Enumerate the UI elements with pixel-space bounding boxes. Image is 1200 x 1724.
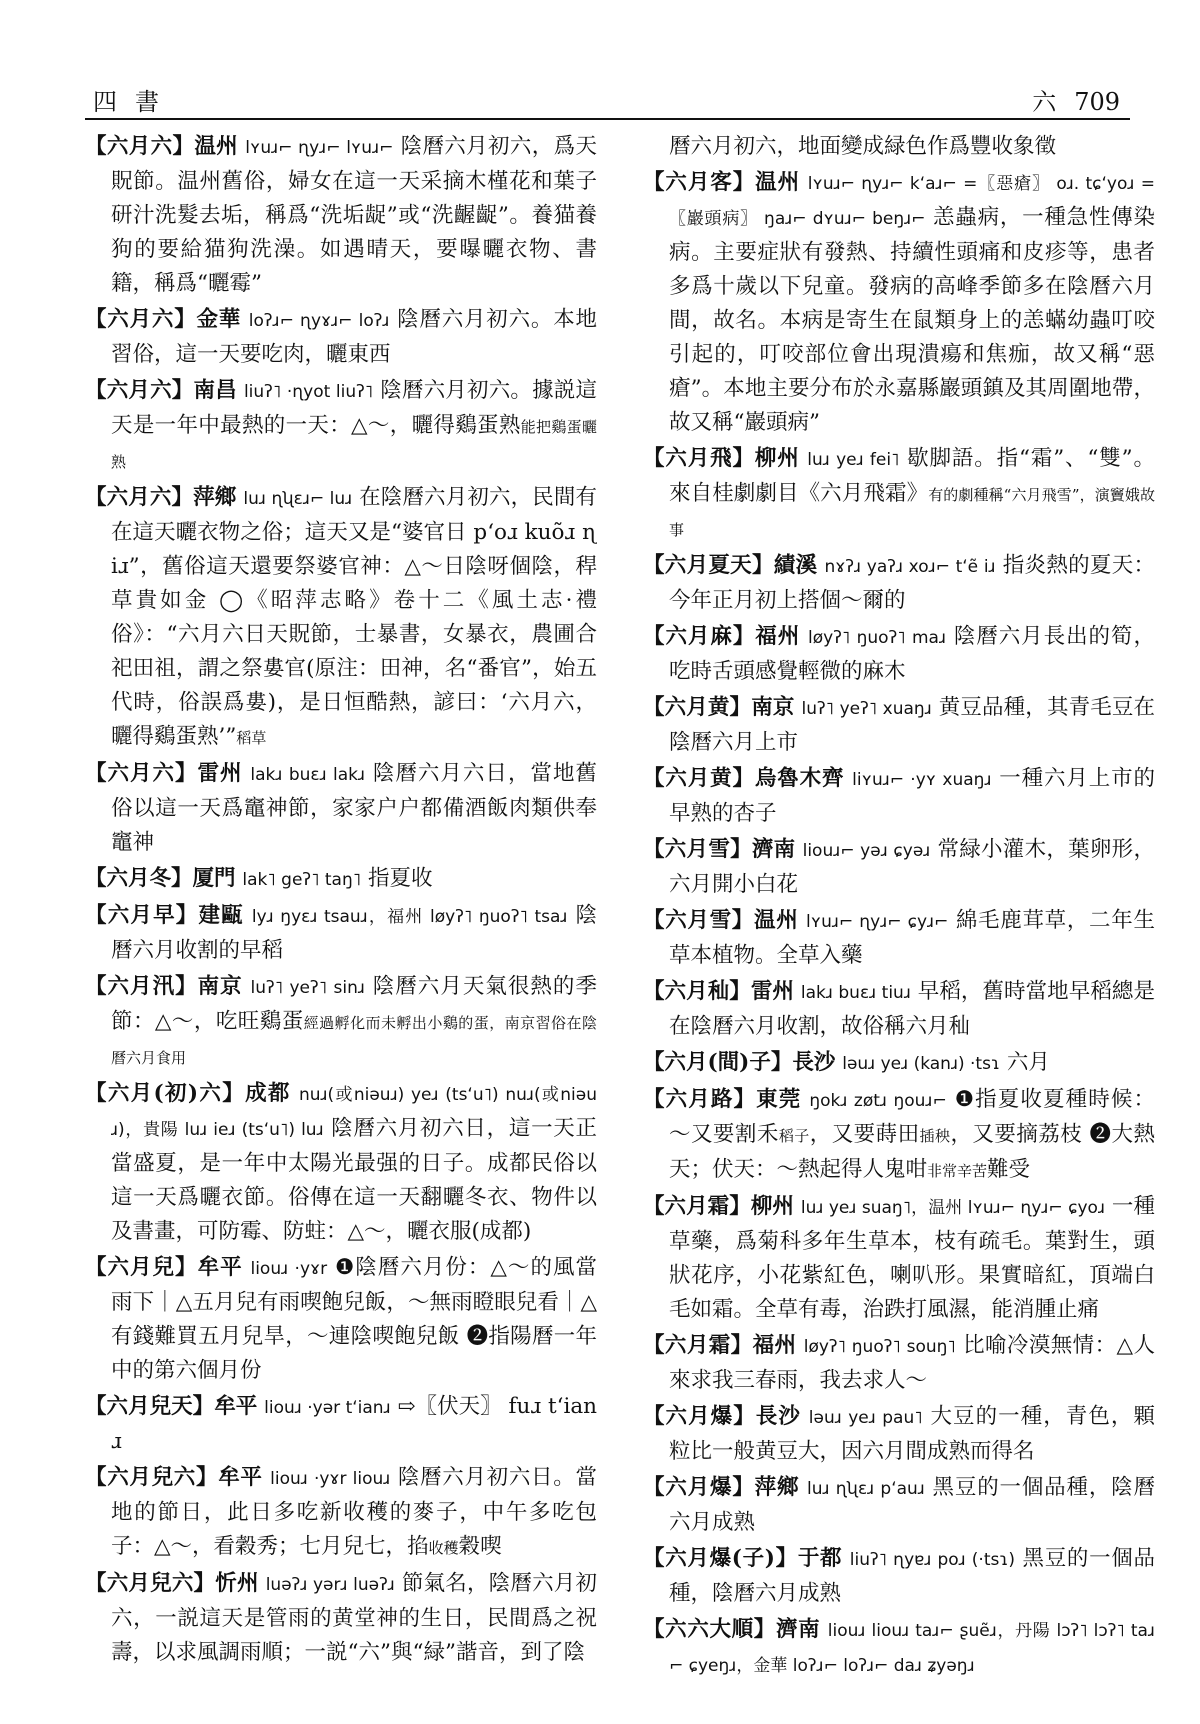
entry-dialect-place: 績溪: [773, 553, 818, 578]
entry-headword: 【六月汛】: [85, 974, 198, 999]
entry-dialect-place: 烏魯木齊: [754, 766, 845, 791]
entry-definition: ⇨〖伏天〗 fuɹ tʻianɹ: [111, 1394, 597, 1454]
entry-dialect-place: 萍鄉: [193, 485, 237, 510]
entry-phonetic: luɹ yeɹ fei˥: [807, 450, 900, 470]
right-column: [643, 130, 1155, 1715]
entry-gloss-note: 非常辛苦: [927, 1162, 988, 1180]
entry-dialect-place: 建甌: [198, 903, 244, 928]
dictionary-entry: [643, 762, 1155, 831]
dictionary-entry: [85, 374, 597, 479]
entry-definition: 陰曆六月天氣很熱的季節：△～，吃旺鷄蛋: [111, 974, 597, 1034]
entry-dialect-place: 南京: [751, 695, 795, 720]
dictionary-entry: [643, 1542, 1155, 1611]
dictionary-entry: [643, 130, 1155, 164]
entry-definition: 指炎熱的夏天：今年正月初上搭個～爾的: [669, 553, 1155, 613]
entry-phonetic: liouɹ ·yər tʻianɹ: [264, 1398, 391, 1418]
dictionary-entry: [85, 862, 597, 897]
entry-phonetic: liʏuɹ⌐ ·yʏ xuaŋɹ: [852, 770, 992, 790]
running-head-right: [1014, 82, 1120, 117]
dictionary-entry: [643, 1471, 1155, 1540]
entry-headword: 【六六大順】: [643, 1617, 776, 1642]
entry-definition: 綿毛鹿茸草，二年生草本植物。全草入藥: [669, 908, 1155, 968]
entry-definition: 陰曆六月初六。據説這天是一年中最熱的一天：△～，曬得鷄蛋熟: [111, 378, 597, 438]
entry-definition: 陰曆六月初六日。當地的節日，此日多吃新收穫的麥子，中午多吃包子：△～，看穀秀；七月兒七，掐: [111, 1465, 597, 1559]
entry-dialect-place: 于都: [797, 1546, 843, 1571]
entry-phonetic: liouɹ ·yɤr liouɹ: [270, 1469, 391, 1489]
entry-dialect-place: 南京: [197, 974, 243, 999]
dictionary-entry: [643, 1046, 1155, 1081]
running-head-char: 六: [1032, 88, 1057, 116]
header-rule: [85, 118, 1130, 120]
entry-headword: 【六月雪】: [643, 908, 755, 933]
dictionary-entry: [643, 1613, 1155, 1683]
entry-phonetic: ləuɹ yeɹ (kanɹ) ·tsɿ: [842, 1054, 1000, 1074]
dictionary-entry: [85, 899, 597, 968]
entry-gloss-note: 能把鷄蛋曬熟: [111, 418, 597, 471]
entry-dialect-place: 長沙: [755, 1404, 801, 1429]
entry-gloss-note: 經過孵化而未孵出小鷄的蛋，南京習俗在陰曆六月食用: [111, 1014, 597, 1067]
entry-dialect-place: 雷州: [197, 761, 243, 786]
entry-definition: 陰曆六月收割的早稻: [111, 903, 597, 963]
entry-dialect-place: 福州: [755, 624, 801, 649]
entry-phonetic: loʔɹ⌐ ɳyɤɹ⌐ loʔɹ: [248, 311, 390, 331]
entry-definition: 黄豆品種，其青毛豆在陰曆六月上市: [669, 695, 1155, 755]
entry-definition: 難受: [987, 1157, 1031, 1182]
entry-headword: 【六月六】: [85, 485, 194, 510]
entry-dialect-place: 雷州: [750, 979, 794, 1004]
entry-headword: 【六月霜】: [643, 1194, 751, 1219]
entry-headword: 【六月兒六】: [85, 1571, 216, 1596]
entry-headword: 【六月客】: [643, 170, 756, 195]
dictionary-entry: [643, 1329, 1155, 1398]
entry-headword: 【六月早】: [85, 903, 199, 928]
entry-headword: 【六月爆】: [643, 1404, 756, 1429]
entry-phonetic: lak˥ geʔ˥ taŋ˥: [242, 870, 362, 890]
entry-dialect-place: 萍鄉: [754, 1475, 800, 1500]
entry-headword: 【六月六】: [85, 761, 198, 786]
page-number: 709: [1074, 88, 1120, 116]
dictionary-entry: [643, 1083, 1155, 1188]
entry-definition: 大豆的一種，青色，顆粒比一般黄豆大，因六月間成熟而得名: [669, 1404, 1155, 1464]
entry-headword: 【六月黄】: [643, 766, 755, 791]
entry-dialect-place: 成都: [245, 1081, 291, 1106]
entry-gloss-note: 稻草: [236, 729, 267, 747]
entry-definition: 穀喫: [458, 1534, 502, 1559]
entry-phonetic: liouɹ⌐ yəɹ ɕyəɹ: [802, 841, 931, 861]
entry-headword: 【六月黄】: [643, 695, 752, 720]
entry-dialect-place: 福州: [752, 1333, 797, 1358]
entry-definition: 貴如金 ◯《昭萍志略》卷十二《風土志·禮俗》：“六月六日天貺節，士暴書，女暴衣，農圃合祀田祖，謂之祭婁官(原注：田神，名“番官”，始五代時，俗誤爲婁)，是日恒酷熱，諺曰：‘六月六，曬得鷄蛋熟’”: [111, 588, 597, 749]
entry-definition: 陰曆六月初六日，這一天正當盛夏，是一年中太陽光最强的日子。成都民俗以這一天爲曬衣節。俗傳在這一天翻曬冬衣、物件以及書畫，可防霉、防蛀：△～，曬衣服(成都): [111, 1116, 597, 1244]
entry-definition: 陰曆六月六日，當地舊俗以這一天爲竈神節，家家户户都備酒飯肉類供奉竈神: [111, 761, 597, 855]
entry-phonetic: nɤʔɹ yaʔɹ xoɹ⌐ tʻẽ iɹ: [824, 557, 996, 577]
entry-definition: ❶指夏收夏種時候：～又要割禾: [669, 1087, 1155, 1147]
entry-phonetic: ləuɹ yeɹ pau˥: [808, 1408, 923, 1428]
entry-gloss-note: 收穫: [428, 1539, 459, 1557]
entry-dialect-place: 牟平: [214, 1394, 258, 1419]
dictionary-entry: [643, 904, 1155, 973]
entry-headword: 【六月爆(子)】: [643, 1546, 798, 1571]
entry-dialect-place: 南昌: [193, 378, 237, 403]
dictionary-entry: [85, 970, 597, 1075]
entry-headword: 【六月夏天】: [643, 553, 774, 578]
entry-dialect-place: 温州: [755, 170, 800, 195]
entry-phonetic: liuʔ˥ ɳyɐɹ poɹ (·tsɿ): [849, 1550, 1015, 1570]
entry-definition: ❶陰曆六月份：△～的風當雨下｜△五月兒有雨喫飽兒飯，～無雨瞪眼兒看｜△有錢難買五月兒旱，～連陰喫飽兒飯 ❷指陽曆一年中的第六個月份: [111, 1255, 597, 1383]
dictionary-entry: [643, 691, 1155, 760]
dictionary-entry: [85, 481, 597, 755]
entry-headword: 【六月秈】: [643, 979, 751, 1004]
entry-definition: 歇脚語。指“霜”、“雙”。來自桂劇劇目《六月飛霜》: [669, 446, 1155, 506]
entry-phonetic: luʔ˥ yeʔ˥ sinɹ: [250, 978, 365, 998]
entry-definition: 早稻，舊時當地早稻總是在陰曆六月收割，故俗稱六月秈: [669, 979, 1155, 1039]
entry-headword: 【六月爆】: [643, 1475, 755, 1500]
dictionary-entry: [643, 975, 1155, 1044]
dictionary-entry: [643, 442, 1155, 547]
entry-headword: 【六月飛】: [643, 446, 755, 471]
entry-definition: 指夏收: [367, 866, 433, 891]
entry-definition: ，又要摘荔枝 ❷大熱天；伏天：～熱起得人鬼咁: [669, 1122, 1155, 1182]
entry-phonetic: løyʔ˥ ŋuoʔ˥ souŋ˥: [803, 1337, 956, 1357]
entry-phonetic: luəʔɹ yərɹ luəʔɹ: [265, 1575, 395, 1595]
dictionary-entry: [643, 1190, 1155, 1327]
entry-dialect-place: 濟南: [775, 1617, 821, 1642]
entry-phonetic: lakɹ buɛɹ lakɹ: [250, 765, 366, 785]
dictionary-entry: [85, 303, 597, 372]
entry-headword: 【六月(間)子】: [643, 1050, 793, 1075]
entry-dialect-place: 東莞: [756, 1087, 802, 1112]
entry-dialect-place: 温州: [754, 908, 799, 933]
entry-definition: ，又要蒔田: [809, 1122, 920, 1147]
entry-gloss-note: 稻子: [778, 1127, 810, 1145]
entry-definition: 陰曆六月長出的筍，吃時舌頭感覺輕微的麻木: [669, 624, 1155, 684]
entry-headword: 【六月六】: [85, 378, 194, 403]
entry-headword: 【六月路】: [643, 1087, 757, 1112]
entry-phonetic: liuʔ˥ ·ɳyot liuʔ˥: [243, 382, 374, 402]
entry-dialect-place: 柳州: [754, 446, 800, 471]
entry-phonetic: luɹ ɳʯɛɹ⌐ luɹ: [243, 489, 353, 509]
entry-headword: 【六月麻】: [643, 624, 756, 649]
entry-headword: 【六月六】: [85, 307, 197, 332]
entry-definition: 黑豆的一個品種，陰曆六月成熟: [669, 1475, 1155, 1535]
entry-phonetic: lʏuɹ⌐ ɳyɹ⌐ ɕyɹ⌐: [805, 912, 949, 932]
entry-definition: 陰曆六月初六。本地習俗，這一天要吃肉，曬東西: [111, 307, 597, 367]
entry-dialect-place: 濟南: [751, 837, 796, 862]
entry-headword: 【六月霜】: [643, 1333, 753, 1358]
entry-phonetic: lyɹ ŋyɛɹ tsauɹ，福州 løyʔ˥ ŋuoʔ˥ tsaɹ: [251, 907, 568, 927]
dictionary-entry: [643, 620, 1155, 689]
dictionary-entry: [85, 1077, 597, 1249]
entry-phonetic: lʏuɹ⌐ ɳyɹ⌐ kʻaɹ⌐ =〖惡瘡〗 oɹ. tɕʻyoɹ =〖巖頭病〗 ŋaɹ⌐ dʏuɹ⌐ beŋɹ⌐: [669, 174, 1155, 229]
entry-definition: 一種草藥，爲菊科多年生草本，枝有疏毛。葉對生，頭狀花序，小花紫紅色，喇叭形。果實暗紅，頂端白毛如霜。全草有毒，治跌打風濕，能消腫止痛: [669, 1194, 1155, 1322]
entry-phonetic: nuɹ(或niəuɹ) yeɹ (tsʻu˥) nuɹ(或niəuɹ)，貴陽 luɹ ieɹ (tsʻu˥) luɹ: [111, 1085, 597, 1140]
entry-dialect-place: 金華: [196, 307, 242, 332]
entry-gloss-note: 插秧: [919, 1127, 951, 1145]
dictionary-entry: [85, 1567, 597, 1670]
entry-dialect-place: 牟平: [218, 1465, 263, 1490]
entry-dialect-place: 温州: [194, 134, 239, 159]
entry-dialect-place: 柳州: [750, 1194, 794, 1219]
entry-definition: 常緑小灌木，葉卵形，六月開小白花: [669, 837, 1155, 897]
entry-definition: 比喻冷漠無情：△人來求我三春雨，我去求人～: [669, 1333, 1155, 1393]
entry-headword: 【六月兒】: [85, 1255, 198, 1280]
running-head-title: 四書: [93, 88, 177, 116]
dictionary-entry: [85, 1461, 597, 1565]
entry-definition: 恙蟲病，一種急性傳染病。主要症狀有發熱、持續性頭痛和皮疹等，患者多爲十歲以下兒童。發病的高峰季節多在陰曆六月間，故名。本病是寄生在鼠類身上的恙蟎幼蟲叮咬引起的，叮咬部位會出現潰瘍和焦痂，故又稱“惡瘡”。本地主要分布於永嘉縣巖頭鎮及其周圍地帶，故又稱“巖頭病”: [669, 205, 1155, 435]
entry-phonetic: lʏuɹ⌐ ɳyɹ⌐ lʏuɹ⌐: [245, 138, 394, 158]
dictionary-entry: [643, 166, 1155, 440]
left-column: [85, 130, 597, 1715]
entry-headword: 【六月兒天】: [85, 1394, 215, 1419]
entry-definition: 陰曆六月初六，爲天貺節。温州舊俗，婦女在這一天采摘木槿花和葉子研汁洗髮去垢，稱爲“洗垢龊”或“洗齷齪”。養猫養狗的要給猫狗洗澡。如遇晴天，要曝曬衣物、書籍，稱爲“曬霉”: [111, 134, 597, 296]
entry-dialect-place: 厦門: [192, 866, 236, 891]
entry-phonetic: luɹ ɳʯɛɹ pʻauɹ: [807, 1479, 925, 1499]
entry-dialect-place: 忻州: [215, 1571, 259, 1596]
entry-phonetic: liouɹ liouɹ taɹ⌐ ʂuẽɹ，丹陽 lɔʔ˥ lɔʔ˥ taɹ⌐ ɕyeŋɹ，金華 loʔɹ⌐ loʔɹ⌐ daɹ ʑyəŋɹ: [669, 1621, 1155, 1676]
dictionary-entry: [85, 1390, 597, 1459]
entry-definition: 在陰曆六月初六，民間有在這天曬衣物之俗；這天又是“婆官日 pʻoɹ kuõɹ ɳiɹ”，舊俗這天還要祭婆官神：△～日陰呀個陰，稈草: [111, 485, 597, 613]
dictionary-entry: [85, 130, 597, 301]
entry-definition: 黑豆的一個品種，陰曆六月成熟: [669, 1546, 1155, 1606]
entry-definition: 一種六月上市的早熟的杏子: [669, 766, 1155, 826]
entry-definition: 曆六月初六，地面變成緑色作爲豐收象徵: [669, 134, 1057, 159]
entry-phonetic: lakɹ buɛɹ tiuɹ: [800, 983, 911, 1003]
dictionary-entry: [643, 833, 1155, 902]
entry-phonetic: liouɹ ·yɤr: [250, 1259, 328, 1279]
entry-dialect-place: 長沙: [792, 1050, 836, 1075]
entry-headword: 【六月兒六】: [85, 1465, 219, 1490]
entry-headword: 【六月六】: [85, 134, 195, 159]
entry-headword: 【六月冬】: [85, 866, 193, 891]
dictionary-entry: [85, 757, 597, 860]
dictionary-entry: [643, 549, 1155, 618]
page-header: [85, 82, 1130, 118]
entry-definition: 節氣名，陰曆六月初六，一説這天是管雨的黄堂神的生日，民間爲之祝壽，以求風調雨順；一説“六”與“緑”諧音，到了陰: [111, 1571, 597, 1665]
entry-headword: 【六月雪】: [643, 837, 752, 862]
dictionary-entry: [85, 1251, 597, 1388]
entry-phonetic: løyʔ˥ ŋuoʔ˥ maɹ: [808, 628, 947, 648]
entry-definition: 六月: [1006, 1050, 1050, 1075]
entry-phonetic: ŋokɹ zøtɹ ŋouɹ⌐: [809, 1091, 947, 1111]
entry-phonetic: luɹ yeɹ suaŋ˥，温州 lʏuɹ⌐ ɳyɹ⌐ ɕyoɹ: [800, 1198, 1105, 1218]
dictionary-entry: [643, 1400, 1155, 1469]
entry-headword: 【六月(初)六】: [85, 1081, 246, 1106]
entry-gloss-note: 有的劇種稱“六月飛雪”，演竇娥故事: [669, 486, 1155, 539]
entry-phonetic: luʔ˥ yeʔ˥ xuaŋɹ: [801, 699, 932, 719]
entry-dialect-place: 牟平: [197, 1255, 243, 1280]
